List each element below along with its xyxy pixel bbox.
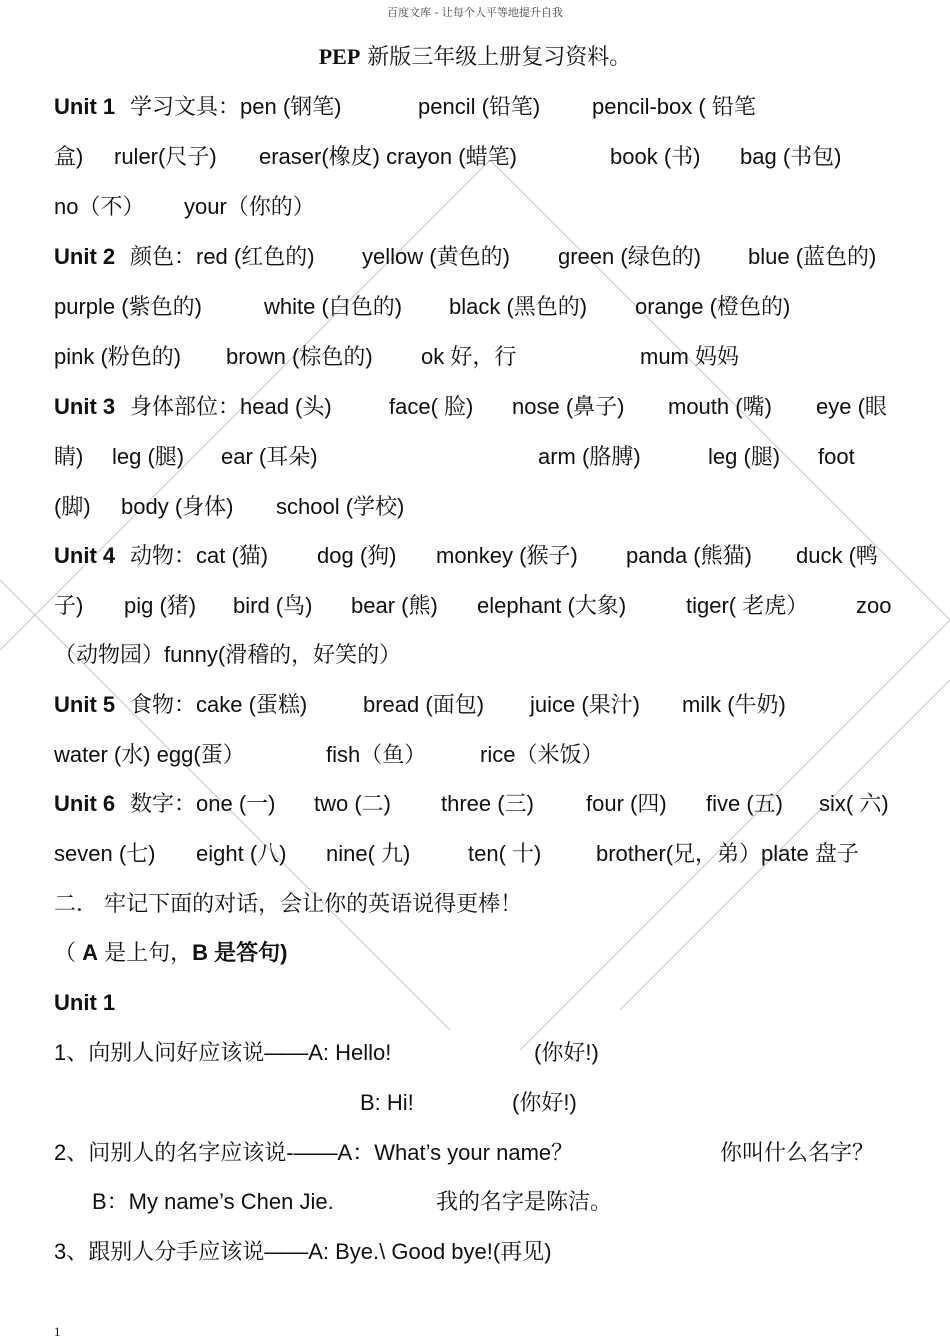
vocab-item: blue (蓝色的) (748, 244, 877, 269)
title-text: 新版三年级上册复习资料。 (367, 45, 632, 70)
note-b: B (192, 940, 209, 965)
vocab-item: mouth (嘴) (668, 394, 772, 419)
vocab-item: brown (棕色的) (226, 344, 373, 369)
vocab-item: milk (牛奶) (682, 692, 786, 717)
dialogue-unit-label: Unit 1 (54, 990, 116, 1015)
vocab-item: 学习文具：pen (钢笔) (130, 94, 342, 119)
vocab-item: seven (七) (54, 841, 156, 866)
vocab-item: ruler(尺子) (114, 144, 217, 169)
vocab-item: water (水) egg(蛋） (54, 742, 245, 767)
unit5-label: Unit 5 (54, 692, 116, 717)
vocab-item: six( 六) (819, 791, 889, 816)
unit3-label: Unit 3 (54, 394, 116, 419)
vocab-item: five (五) (706, 791, 784, 816)
vocab-item: no（不） (54, 194, 145, 219)
vocab-item: (脚) (54, 494, 91, 519)
vocab-item: （动物园）funny(滑稽的，好笑的） (54, 642, 402, 667)
vocab-item: eight (八) (196, 841, 287, 866)
vocab-item: foot (818, 444, 855, 469)
page-header: 百度文库 - 让每个人平等地提升自我 (387, 6, 563, 19)
vocab-item: ear (耳朵) (221, 444, 318, 469)
note-end: 是答句) (208, 940, 288, 965)
dialogue-translation: 你叫什么名字？ (720, 1140, 875, 1165)
dialogue-text: 3、跟别人分手应该说——A: Bye.\ Good bye!(再见) (54, 1239, 552, 1264)
vocab-item: 食物：cake (蛋糕) (130, 692, 308, 717)
dialogue-text: B: Hi! (360, 1090, 414, 1115)
vocab-item: pencil-box ( 铅笔 (592, 94, 756, 119)
vocab-item: bird (鸟) (233, 593, 313, 618)
vocab-item: bag (书包) (740, 144, 842, 169)
vocab-item: white (白色的) (264, 294, 403, 319)
vocab-item: eraser(橡皮) crayon (蜡笔) (259, 144, 517, 169)
dialogue-translation: (你好!) (534, 1040, 599, 1065)
vocab-item: 盒) (54, 144, 84, 169)
vocab-item: orange (橙色的) (635, 294, 791, 319)
vocab-item: your（你的） (184, 194, 315, 219)
vocab-item: ten( 十) (468, 841, 542, 866)
unit6-label: Unit 6 (54, 791, 116, 816)
vocab-item: nose (鼻子) (512, 394, 625, 419)
vocab-item: arm (胳膊) (538, 444, 641, 469)
vocab-item: three (三) (441, 791, 534, 816)
dialogue-text: 1、向别人问好应该说——A: Hello! (54, 1040, 392, 1065)
vocab-item: leg (腿) (112, 444, 185, 469)
note-open: （ (54, 940, 83, 965)
vocab-item: bread (面包) (363, 692, 485, 717)
vocab-item: four (四) (586, 791, 667, 816)
note-mid: 是上句， (98, 940, 193, 965)
vocab-item: ok 好，行 (421, 344, 517, 369)
vocab-item: zoo (856, 593, 892, 618)
vocab-item: green (绿色的) (558, 244, 702, 269)
vocab-item: two (二) (314, 791, 392, 816)
note-a: A (82, 940, 99, 965)
vocab-item: book (书) (610, 144, 701, 169)
vocab-item: pink (粉色的) (54, 344, 182, 369)
unit1-label: Unit 1 (54, 94, 116, 119)
vocab-item: dog (狗) (317, 543, 397, 568)
vocab-item: nine( 九) (326, 841, 411, 866)
vocab-item: school (学校) (276, 494, 405, 519)
vocab-item: face( 脸) (389, 394, 474, 419)
section-heading-text: 二． 牢记下面的对话，会让你的英语说得更棒！ (54, 891, 523, 916)
vocab-item: duck (鸭 (796, 543, 878, 568)
vocab-item: 颜色：red (红色的) (130, 244, 315, 269)
vocab-item: body (身体) (121, 494, 234, 519)
vocab-item: eye (眼 (816, 394, 887, 419)
dialogue-text: B：My name’s Chen Jie. (92, 1189, 334, 1214)
vocab-item: fish（鱼） (326, 742, 427, 767)
dialogue-translation: (你好!) (512, 1090, 577, 1115)
vocab-item: monkey (猴子) (436, 543, 578, 568)
vocab-item: yellow (黄色的) (362, 244, 510, 269)
vocab-item: elephant (大象) (477, 593, 627, 618)
vocab-item: 睛) (54, 444, 84, 469)
vocab-item: bear (熊) (351, 593, 438, 618)
vocab-item: pig (猪) (124, 593, 197, 618)
note-text (54, 935, 287, 971)
vocab-item: 动物：cat (猫) (130, 543, 269, 568)
vocab-item: juice (果汁) (530, 692, 641, 717)
vocab-item: 子) (54, 593, 84, 618)
vocab-item: 数字：one (一) (130, 791, 276, 816)
title-bold: PEP (318, 44, 361, 69)
vocab-item: 身体部位：head (头) (130, 394, 332, 419)
unit4-label: Unit 4 (54, 543, 116, 568)
vocab-item: pencil (铅笔) (418, 94, 541, 119)
vocab-item: brother(兄，弟）plate 盘子 (596, 841, 859, 866)
dialogue-text: 2、问别人的名字应该说-——A：What’s your name？ (54, 1140, 574, 1165)
page-number: 1 (54, 1324, 61, 1339)
vocab-item: mum 妈妈 (640, 344, 740, 369)
vocab-item: panda (熊猫) (626, 543, 752, 568)
vocab-item: purple (紫色的) (54, 294, 202, 319)
vocab-item: leg (腿) (708, 444, 781, 469)
vocab-item: rice（米饭） (480, 742, 604, 767)
vocab-item: black (黑色的) (449, 294, 588, 319)
unit2-label: Unit 2 (54, 244, 116, 269)
document-title (0, 40, 950, 71)
vocab-item: tiger( 老虎） (686, 593, 809, 618)
dialogue-translation: 我的名字是陈洁。 (436, 1189, 613, 1214)
